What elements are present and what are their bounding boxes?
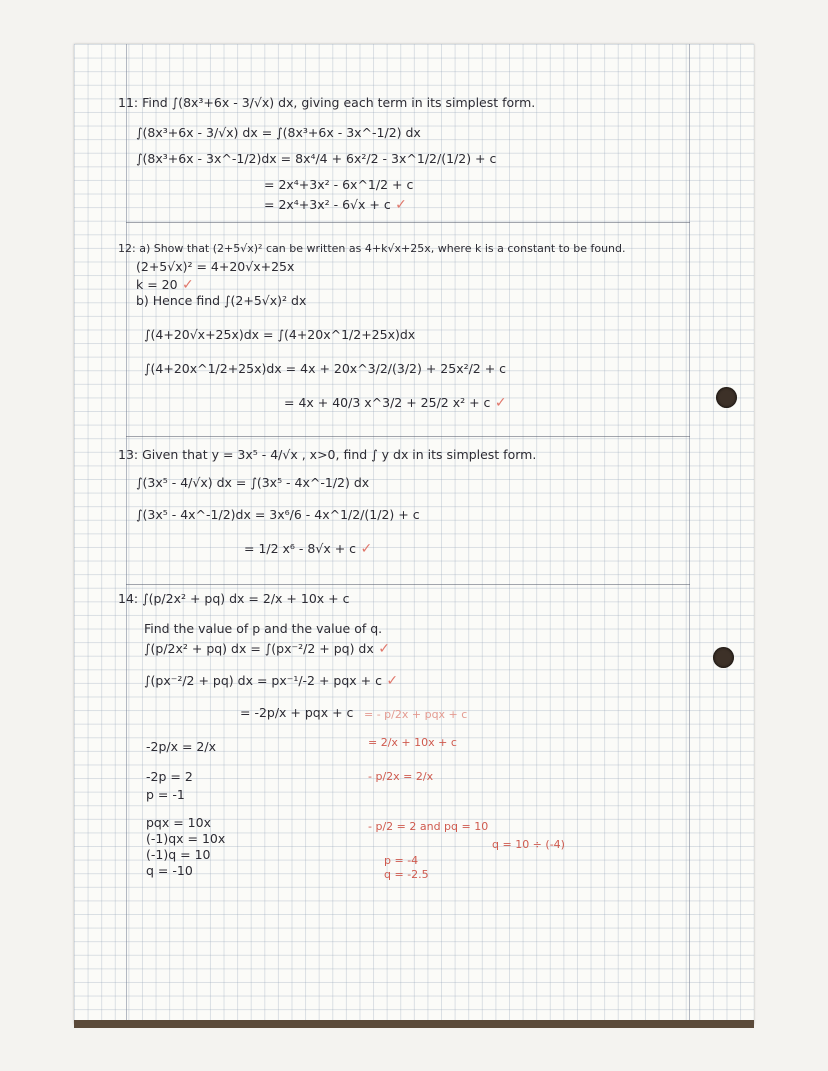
check-mark-icon: ✓ bbox=[390, 197, 407, 213]
q14-work-line: -2p = 2 bbox=[146, 769, 193, 784]
section-divider bbox=[126, 584, 690, 585]
section-divider bbox=[126, 436, 690, 437]
q13-line3: = 1/2 x⁶ - 8√x + c ✓ bbox=[244, 541, 373, 557]
q12b-line2: ∫(4+20x^1/2+25x)dx = 4x + 20x^3/2/(3/2) + 25x²/2 + c bbox=[144, 361, 507, 376]
q12a-line1: (2+5√x)² = 4+20√x+25x bbox=[136, 259, 295, 274]
check-mark-icon: ✓ bbox=[356, 541, 373, 557]
right-margin-line bbox=[689, 44, 690, 1024]
q14-correction-line: - p/2 = 2 and pq = 10 bbox=[368, 820, 489, 833]
q14-prompt: Find the value of p and the value of q. bbox=[144, 621, 383, 636]
section-divider bbox=[126, 222, 690, 223]
q14-correction-line: - p/2x = 2/x bbox=[368, 770, 434, 783]
q14-work-line: q = -10 bbox=[146, 863, 193, 878]
q12a-question: 12: a) Show that (2+5√x)² can be written as 4+k√x+25x, where k is a constant to be found. bbox=[118, 242, 626, 255]
q14-work-line: (-1)q = 10 bbox=[146, 847, 211, 862]
q14-correction-line: q = -2.5 bbox=[384, 868, 429, 881]
left-margin-line bbox=[126, 44, 127, 1024]
q14-work-line: -2p/x = 2/x bbox=[146, 739, 216, 754]
check-mark-icon: ✓ bbox=[177, 277, 194, 293]
q11-question: 11: Find ∫(8x³+6x - 3/√x) dx, giving each term in its simplest form. bbox=[118, 95, 536, 110]
notebook-page bbox=[74, 44, 754, 1024]
q12b-line3: = 4x + 40/3 x^3/2 + 25/2 x² + c ✓ bbox=[284, 395, 507, 411]
q14-correction-line: q = 10 ÷ (-4) bbox=[492, 838, 565, 851]
check-mark-icon: ✓ bbox=[381, 673, 399, 689]
q13-question: 13: Given that y = 3x⁵ - 4/√x , x>0, find ∫ y dx in its simplest form. bbox=[118, 447, 537, 462]
punch-hole bbox=[716, 387, 737, 408]
q14-work-line: pqx = 10x bbox=[146, 815, 211, 830]
q14-work-line: (-1)qx = 10x bbox=[146, 831, 226, 846]
q11-line2: ∫(8x³+6x - 3x^-1/2)dx = 8x⁴/4 + 6x²/2 - 3x^1/2/(1/2) + c bbox=[136, 151, 497, 166]
page-bottom-edge bbox=[74, 1020, 754, 1028]
q12b-question: b) Hence find ∫(2+5√x)² dx bbox=[136, 293, 307, 308]
q14-question: 14: ∫(p/2x² + pq) dx = 2/x + 10x + c bbox=[118, 591, 350, 606]
q12a-line2: k = 20 ✓ bbox=[136, 277, 194, 293]
q14-line3: = -2p/x + pqx + c bbox=[240, 705, 354, 720]
q11-line1: ∫(8x³+6x - 3/√x) dx = ∫(8x³+6x - 3x^-1/2) dx bbox=[136, 125, 421, 140]
q11-line3: = 2x⁴+3x² - 6x^1/2 + c bbox=[264, 177, 414, 192]
check-mark-icon: ✓ bbox=[490, 395, 507, 411]
q12b-line1: ∫(4+20√x+25x)dx = ∫(4+20x^1/2+25x)dx bbox=[144, 327, 416, 342]
q13-line1: ∫(3x⁵ - 4/√x) dx = ∫(3x⁵ - 4x^-1/2) dx bbox=[136, 475, 370, 490]
q14-line2: ∫(px⁻²/2 + pq) dx = px⁻¹/-2 + pqx + c ✓ bbox=[144, 673, 399, 689]
q14-line1: ∫(p/2x² + pq) dx = ∫(px⁻²/2 + pq) dx ✓ bbox=[144, 641, 390, 657]
q14-correction-line: = - p/2x + pqx + c bbox=[364, 708, 468, 721]
check-mark-icon: ✓ bbox=[373, 641, 390, 657]
q11-line4: = 2x⁴+3x² - 6√x + c ✓ bbox=[264, 197, 407, 213]
q13-line2: ∫(3x⁵ - 4x^-1/2)dx = 3x⁶/6 - 4x^1/2/(1/2) + c bbox=[136, 507, 420, 522]
q14-correction-line: p = -4 bbox=[384, 854, 419, 867]
q14-correction-line: = 2/x + 10x + c bbox=[368, 736, 457, 749]
q14-work-line: p = -1 bbox=[146, 787, 185, 802]
punch-hole bbox=[713, 647, 734, 668]
